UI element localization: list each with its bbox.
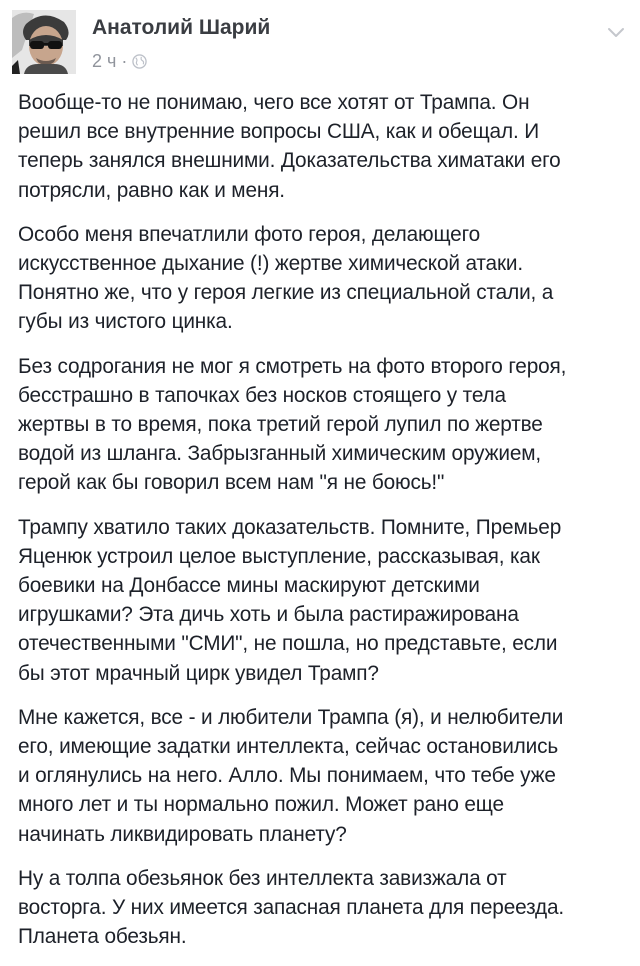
post-paragraph: Мне кажется, все - и любители Трампа (я), и нелюбители его, имеющие задатки интеллекта, сейчас остановились и оглянулись на него. Алло. Мы понимаем, что тебе уже много лет и ты нормально пожил. Может рано еще начинать ликвидировать планету? bbox=[18, 705, 564, 846]
author-name[interactable]: Анатолий Шарий bbox=[92, 16, 271, 39]
avatar-image bbox=[12, 10, 76, 74]
post-paragraph: Ну а толпа обезьянок без интеллекта завизжала от восторга. У них имеется запасная планета для переезда. Планета обезьян. bbox=[18, 866, 565, 949]
post-header bbox=[12, 10, 628, 74]
meta-separator: · bbox=[121, 50, 128, 71]
avatar[interactable] bbox=[12, 10, 76, 74]
post-meta bbox=[92, 50, 147, 72]
post-paragraph: Трампу хватило таких доказательств. Помните, Премьер Яценюк устроил целое выступление, рассказывая, как боевики на Донбассе мины маскируют детскими игрушками? Эта дичь хоть и была растиражирована отечественными "СМИ", не пошла, но представьте, если бы этот мрачный цирк увидел Трамп? bbox=[18, 515, 562, 685]
post-paragraph: Без содрогания не мог я смотреть на фото второго героя, бесстрашно в тапочках без носков стоящего у тела жертвы в то время, пока третий герой лупил по жертве водой из шланга. Забрызганный химическим оружием, герой как бы говорил всем нам "я не боюсь!" bbox=[18, 354, 567, 495]
post-paragraph: Вообще-то не понимаю, чего все хотят от Трампа. Он решил все внутренние вопросы США, как и обещал. И теперь занялся внешними. Доказательства химатаки его потрясли, равно как и меня. bbox=[18, 91, 561, 202]
post-body bbox=[18, 88, 626, 966]
chevron-down-icon[interactable] bbox=[604, 20, 628, 44]
post-paragraph: Особо меня впечатлили фото героя, делающего искусственное дыхание (!) жертве химической атаки. Понятно же, что у героя легкие из специальной стали, а губы из чистого цинка. bbox=[18, 222, 554, 334]
globe-icon bbox=[132, 54, 147, 69]
post-time[interactable]: 2 ч bbox=[92, 50, 117, 71]
